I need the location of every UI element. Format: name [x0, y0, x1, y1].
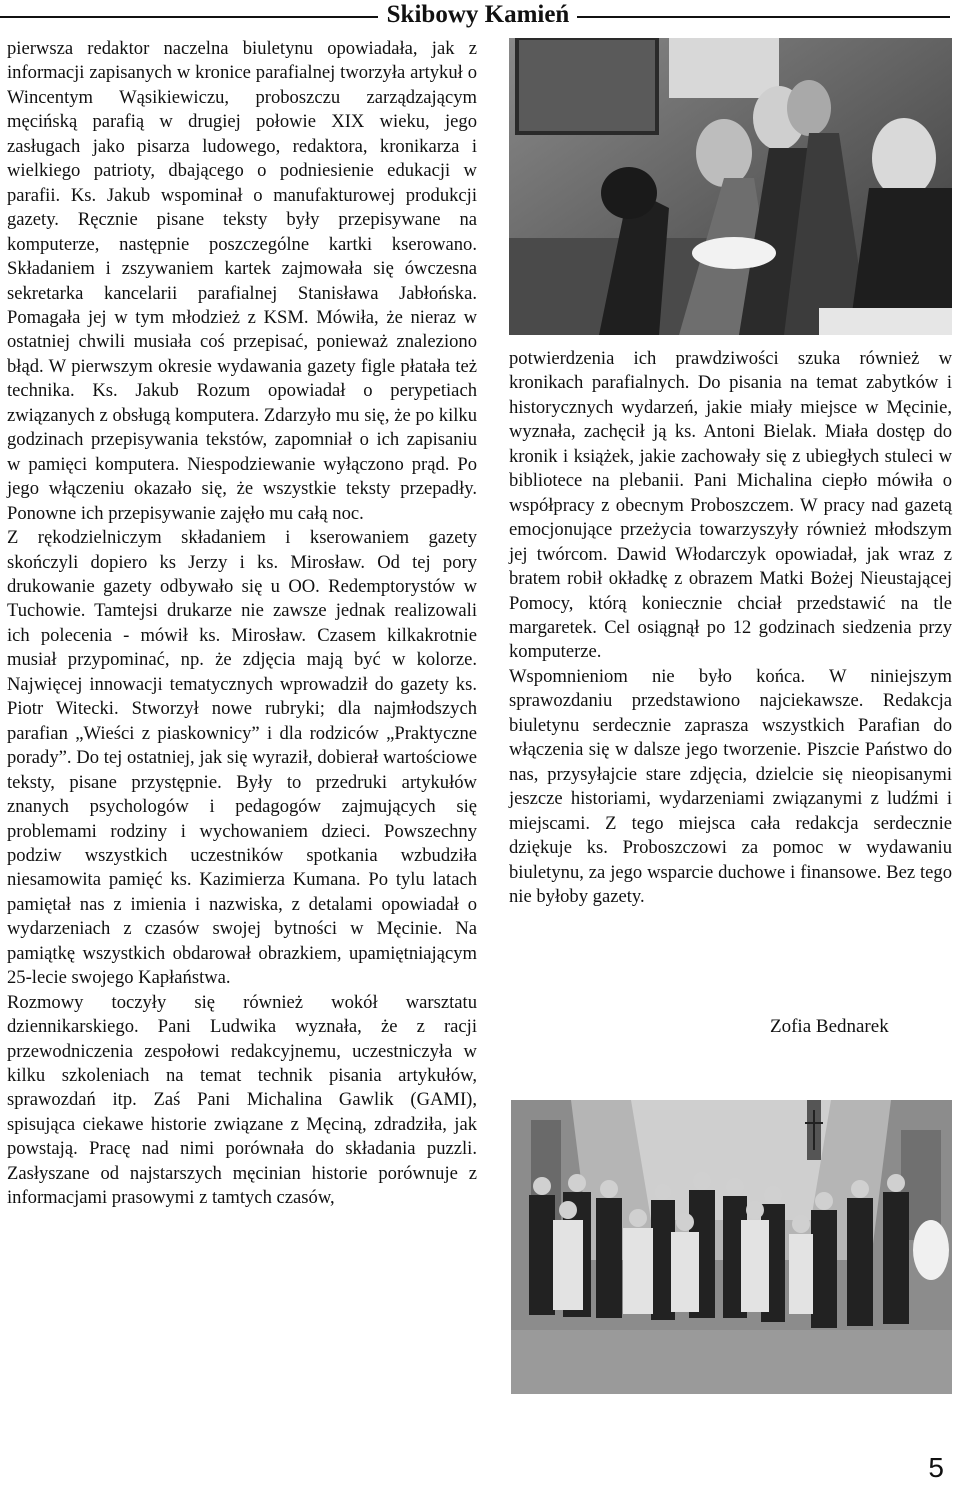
- right-paragraph: potwierdzenia ich prawdziwości szuka również w kronikach parafialnych. Do pisania na temat zabytków i historycznych wydarzeń, jakie miały miejsce w Męcinie, wyznała, zachęcił ją ks. Antoni Bielak. Miała dostęp do kronik i książek, jakie zachowały się z ubiegłych stuleci w bibliotece na plebanii. Pani Michalina ciepło mówiła o współpracy z obecnym Proboszczem. W pracy nad gazetą emocjonujące przeżycia towarzyszyły również młodszym jej twórcom. Dawid Włodarczyk opowiadał, jak wraz z bratem robił okładkę z obrazem Matki Bożej Nieustającej Pomocy, którą koniecznie chciał przedstawić na tle margaretek. Cel osiągnął po 12 godzinach siedzenia przy komputerze.: [509, 348, 952, 663]
- header-rule-right: [577, 16, 950, 18]
- publication-title: Skibowy Kamień: [386, 1, 570, 28]
- photo-celebration-cake: [509, 38, 952, 335]
- left-paragraph: pierwsza redaktor naczelna biuletynu opowiadała, jak z informacji zapisanych w kronice parafialnej tworzyła artykuł o Wincentym Wąsikiewiczu, proboszczu zarządzającym męcińską parafią w drugiej połowie XIX wieku, jego zasługach jako pisarza ludowego, redaktora, kronikarza i wielkiego patrioty, dbającego o podniesienie edukacji w parafii. Ks. Jakub wspominał o manufakturowej produkcji gazety. Ręcznie pisane teksty były przepisywane na komputerze, następnie poszczególne kartki kserowano. Składaniem i zszywaniem kartek zajmowała się ówczesna sekretarka kancelarii parafialnej Stanisława Jabłońska. Pomagała jej w tym młodzież z KSM. Mówiła, że nieraz w ostatniej chwili musiała coś przepisać, ponieważ znaleziono błąd. W pierwszym okresie wydawania gazety figle płatała też technika. Ks. Jakub Rozum opowiadał o perypetiach związanych z obsługą komputera. Zdarzyło mu się, że po kilku godzinach przepisywania tekstów, zapomniał o ich zapisaniu w pamięci komputera. Niespodziewanie wyłączono prąd. Po jego włączeniu okazało się, że wszystkie teksty przepadły. Ponowne ich przepisywanie zajęło mu całą noc.: [7, 38, 477, 524]
- right-text-column: [509, 347, 952, 909]
- left-paragraph: Z rękodzielniczym składaniem i kserowaniem gazety skończyli dopiero ks Jerzy i ks. Mirosław. Od tej pory drukowanie gazety odbywało się u OO. Redemptorystów w Tuchowie. Tamtejsi drukarze nie zawsze jednak realizowali ich polecenia - mówił ks. Mirosław. Czasem kilkakrotnie musiał przypominać, np. że zdjęcia mają być w kolorze. Najwięcej innowacji tematycznych wprowadził do gazety ks. Piotr Witecki. Stworzył nowe rubryki; dla najmłodszych parafian „Wieści z piaskownicy” i dla rodziców „Praktyczne porady”. Do tej ostatniej, jak się wyraził, dobierał wartościowe teksty, pisane przystępnie. Były to przedruki artykułów znanych psychologów i pedagogów zajmujących się problemami rodziny i wychowaniem dzieci. Powszechny podziw wszystkich uczestników spotkania wzbudziła niesamowita pamięć ks. Kazimierza Kumana. Po tylu latach pamiętał nas z imienia i nazwiska, z detalami opowiadał o wydarzeniach z czasów swojej bytności w Męcinie. Na pamiątkę wszystkich obdarował obrazkiem, upamiętniającym 25-lecie swojego Kapłaństwa.: [7, 527, 477, 989]
- page-number: 5: [928, 1452, 944, 1483]
- photo-group-in-church: [511, 1100, 952, 1394]
- right-paragraph: Wspomnieniom nie było końca. W niniejszym sprawozdaniu przedstawiono najciekawsze. Redakcja biuletynu serdecznie zaprasza wszystkich Parafian do włączenia się w dalsze jego tworzenie. Piszcie Państwo do nas, przysyłajcie stare zdjęcia, dzielcie się nieopisanymi jeszcze historiami, wydarzeniami związanymi z ludźmi i miejscami. Z tego miejsca cała redakcja serdecznie dziękuje ks. Proboszczowi za pomoc w wydawaniu biuletynu, za jego wsparcie duchowe i finansowe. Bez tego nie byłoby gazety.: [509, 665, 952, 907]
- header-rule-left: [0, 16, 378, 18]
- left-text-column: [7, 37, 477, 1211]
- left-paragraph: Rozmowy toczyły się również wokół warsztatu dziennikarskiego. Pani Ludwika wyznała, że z racji przewodniczenia zespołowi redakcyjnemu, uczestniczyła w kilku szkoleniach na temat technik pisania artykułów, sprawozdań itp. Zaś Pani Michalina Gawlik (GAMI), spisująca ciekawe historie związane z Męciną, zdradziła, jak powstają. Pracę nad nimi porównała do składania puzzli. Zasłyszane od najstarszych męcinian historie porównuje z informacjami prasowymi z tamtych czasów,: [7, 991, 477, 1209]
- author-signature: Zofia Bednarek: [770, 1016, 889, 1037]
